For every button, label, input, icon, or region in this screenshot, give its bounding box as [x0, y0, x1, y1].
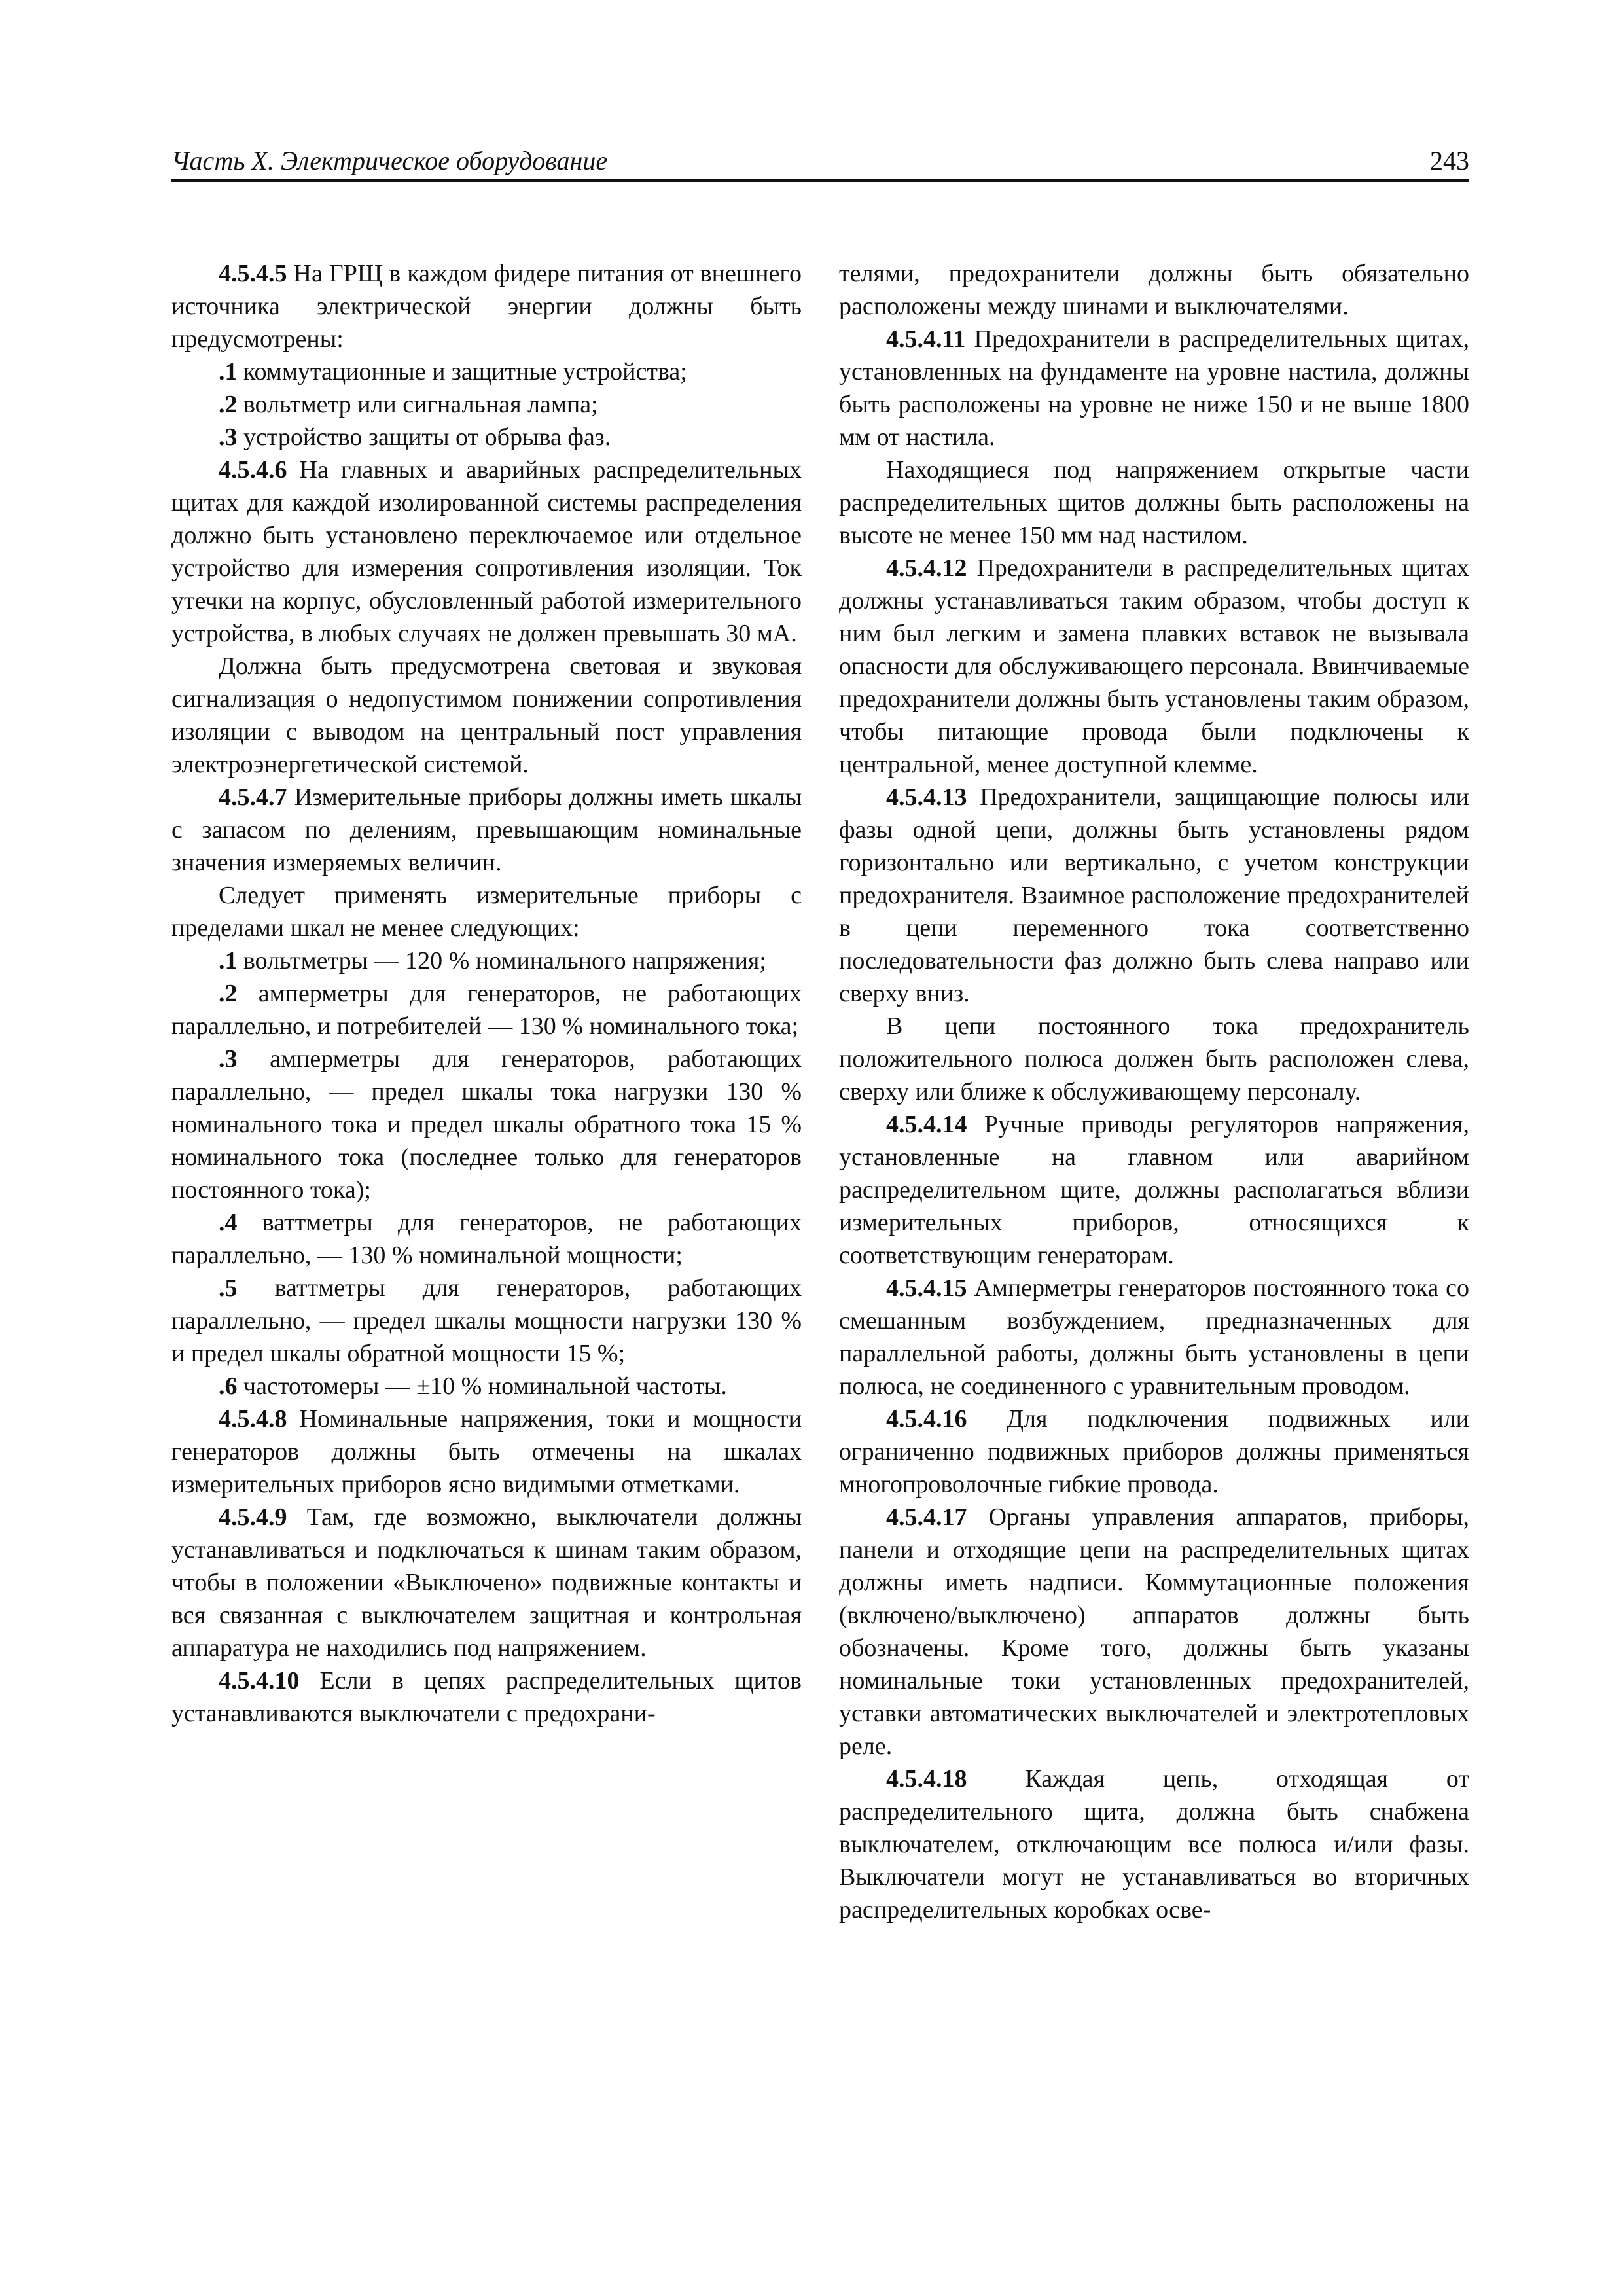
- item-number: .3: [219, 423, 238, 451]
- right-column: [839, 257, 1469, 2208]
- item-text: вольтметр или сигнальная лампа;: [237, 391, 598, 418]
- clause-number: 4.5.4.13: [886, 783, 967, 811]
- item-text: амперметры для генераторов, работающих параллельно, — предел шкалы тока нагрузки 130 % номинального тока и предел шкалы обратного тока 15 % номинального тока (последнее только для генераторов постоянного тока);: [171, 1045, 802, 1204]
- clause-4-5-4-12: [839, 552, 1469, 781]
- clause-4-5-4-13-paragraph-2: В цепи постоянного тока предохранитель положительного полюса должен быть расположен слева, сверху или ближе к обслуживающему персоналу.: [839, 1013, 1469, 1105]
- running-title: Часть X. Электрическое оборудование: [171, 146, 608, 175]
- clause-text: Амперметры генераторов постоянного тока со смешанным возбуждением, предназначенных для параллельной работы, должны быть установлены в цепи полюса, не соединенного с уравнительным проводом.: [839, 1274, 1469, 1400]
- item-number: .4: [219, 1209, 238, 1236]
- list-item: [171, 388, 802, 421]
- clause-4-5-4-6-paragraph-2: Должна быть предусмотрена световая и звуковая сигнализация о недопустимом понижении сопротивления изоляции с выводом на центральный пост управления электроэнергетической системой.: [171, 653, 802, 778]
- list-item: [171, 355, 802, 388]
- clause-number: 4.5.4.12: [886, 554, 967, 582]
- list-item: [171, 1272, 802, 1370]
- clause-4-5-4-15: [839, 1272, 1469, 1403]
- clause-number: 4.5.4.6: [219, 456, 287, 484]
- clause-4-5-4-9: [171, 1501, 802, 1664]
- clause-text: Предохранители, защищающие полюсы или фазы одной цепи, должны быть установлены рядом горизонтально или вертикально, с учетом конструкции предохранителя. Взаимное расположение предохранителей в цепи переменного тока соответственно последовательности фаз должно быть слева направо или сверху вниз.: [839, 783, 1469, 1007]
- clause-4-5-4-7: [171, 781, 802, 879]
- item-number: .3: [219, 1045, 238, 1073]
- list-item: [171, 977, 802, 1043]
- clause-number: 4.5.4.14: [886, 1111, 967, 1138]
- clause-4-5-4-13: [839, 781, 1469, 1010]
- list-item: [171, 1206, 802, 1272]
- list-item: [171, 944, 802, 977]
- clause-4-5-4-14: [839, 1108, 1469, 1272]
- clause-number: 4.5.4.11: [886, 325, 966, 353]
- clause-4-5-4-17: [839, 1501, 1469, 1763]
- clause-4-5-4-7-paragraph-2: Следует применять измерительные приборы с пределами шкал не менее следующих:: [171, 882, 802, 942]
- clause-text: Измерительные приборы должны иметь шкалы с запасом по делениям, превышающим номинальные значения измеряемых величин.: [171, 783, 802, 876]
- clause-number: 4.5.4.9: [219, 1503, 287, 1531]
- clause-text: Для подключения подвижных или ограниченно подвижных приборов должны применяться многопроволочные гибкие провода.: [839, 1405, 1469, 1498]
- list-item: [171, 1043, 802, 1206]
- clause-number: 4.5.4.16: [886, 1405, 967, 1433]
- clause-text: Каждая цепь, отходящая от распределительного щита, должна быть снабжена выключателем, отключающим все полюса и/или фазы. Выключатели могут не устанавливаться во вторичных распределительных коробках осве-: [839, 1765, 1469, 1924]
- clause-number: 4.5.4.17: [886, 1503, 967, 1531]
- clause-number: 4.5.4.18: [886, 1765, 967, 1793]
- item-text: коммутационные и защитные устройства;: [237, 358, 687, 386]
- item-text: частотомеры — ±10 % номинальной частоты.: [237, 1372, 727, 1400]
- clause-number: 4.5.4.8: [219, 1405, 287, 1433]
- clause-number: 4.5.4.10: [219, 1667, 300, 1695]
- item-number: .2: [219, 391, 238, 418]
- clause-4-5-4-6: [171, 454, 802, 650]
- clause-4-5-4-16: [839, 1403, 1469, 1501]
- item-number: .6: [219, 1372, 238, 1400]
- clause-number: 4.5.4.5: [219, 260, 287, 287]
- item-text: ваттметры для генераторов, работающих параллельно, — предел шкалы мощности нагрузки 130 % и предел шкалы обратной мощности 15 %;: [171, 1274, 802, 1367]
- left-column: [171, 257, 802, 2208]
- list-item: [171, 421, 802, 454]
- clause-text: На ГРЩ в каждом фидере питания от внешнего источника электрической энергии должны быть предусмотрены:: [171, 260, 802, 353]
- clause-number: 4.5.4.15: [886, 1274, 967, 1302]
- clause-text: Там, где возможно, выключатели должны устанавливаться и подключаться к шинам таким образом, чтобы в положении «Выключено» подвижные контакты и вся связанная с выключателем защитная и контрольная аппаратура не находились под напряжением.: [171, 1503, 802, 1662]
- item-number: .5: [219, 1274, 238, 1302]
- clause-4-5-4-11: [839, 323, 1469, 454]
- clause-4-5-4-10-continuation: телями, предохранители должны быть обязательно расположены между шинами и выключателями.: [839, 260, 1469, 320]
- clause-text: Органы управления аппаратов, приборы, панели и отходящие цепи на распределительных щитах должны иметь надписи. Коммутационные положения (включено/выключено) аппаратов должны быть обозначены. Кроме того, должны быть указаны номинальные токи установленных предохранителей, уставки автоматических выключателей и электротепловых реле.: [839, 1503, 1469, 1760]
- item-text: ваттметры для генераторов, не работающих параллельно, — 130 % номинальной мощности;: [171, 1209, 802, 1269]
- page-header: [171, 145, 1469, 182]
- item-number: .1: [219, 358, 238, 386]
- item-number: .1: [219, 947, 238, 975]
- list-item: [171, 1370, 802, 1403]
- item-number: .2: [219, 980, 238, 1007]
- clause-text: На главных и аварийных распределительных щитах для каждой изолированной системы распределения должно быть установлено переключаемое или отдельное устройство для измерения сопротивления изоляции. Ток утечки на корпус, обусловленный работой измерительного устройства, в любых случаях не должен превышать 30 мА.: [171, 456, 802, 647]
- item-text: амперметры для генераторов, не работающих параллельно, и потребителей — 130 % номинального тока;: [171, 980, 802, 1040]
- clause-number: 4.5.4.7: [219, 783, 287, 811]
- page-number: 243: [1430, 146, 1469, 175]
- clause-text: Предохранители в распределительных щитах, установленных на фундаменте на уровне настила, должны быть расположены на уровне не ниже 150 и не выше 1800 мм от настила.: [839, 325, 1469, 451]
- clause-text: Ручные приводы регуляторов напряжения, установленные на главном или аварийном распределительном щите, должны располагаться вблизи измерительных приборов, относящихся к соответствующим генераторам.: [839, 1111, 1469, 1269]
- clause-4-5-4-11-paragraph-2: Находящиеся под напряжением открытые части распределительных щитов должны быть расположены на высоте не менее 150 мм над настилом.: [839, 456, 1469, 549]
- clause-4-5-4-18: [839, 1763, 1469, 1926]
- item-text: вольтметры — 120 % номинального напряжения;: [237, 947, 766, 975]
- clause-text: Предохранители в распределительных щитах должны устанавливаться таким образом, чтобы доступ к ним был легким и замена плавких вставок не вызывала опасности для обслуживающего персонала. Ввинчиваемые предохранители должны быть установлены таким образом, чтобы питающие провода были подключены к центральной, менее доступной клемме.: [839, 554, 1469, 778]
- clause-text: Если в цепях распределительных щитов устанавливаются выключатели с предохрани-: [171, 1667, 802, 1727]
- clause-4-5-4-8: [171, 1403, 802, 1501]
- clause-4-5-4-10: [171, 1664, 802, 1730]
- clause-4-5-4-5: [171, 257, 802, 355]
- item-text: устройство защиты от обрыва фаз.: [237, 423, 611, 451]
- clause-text: Номинальные напряжения, токи и мощности генераторов должны быть отмечены на шкалах измерительных приборов ясно видимыми отметками.: [171, 1405, 802, 1498]
